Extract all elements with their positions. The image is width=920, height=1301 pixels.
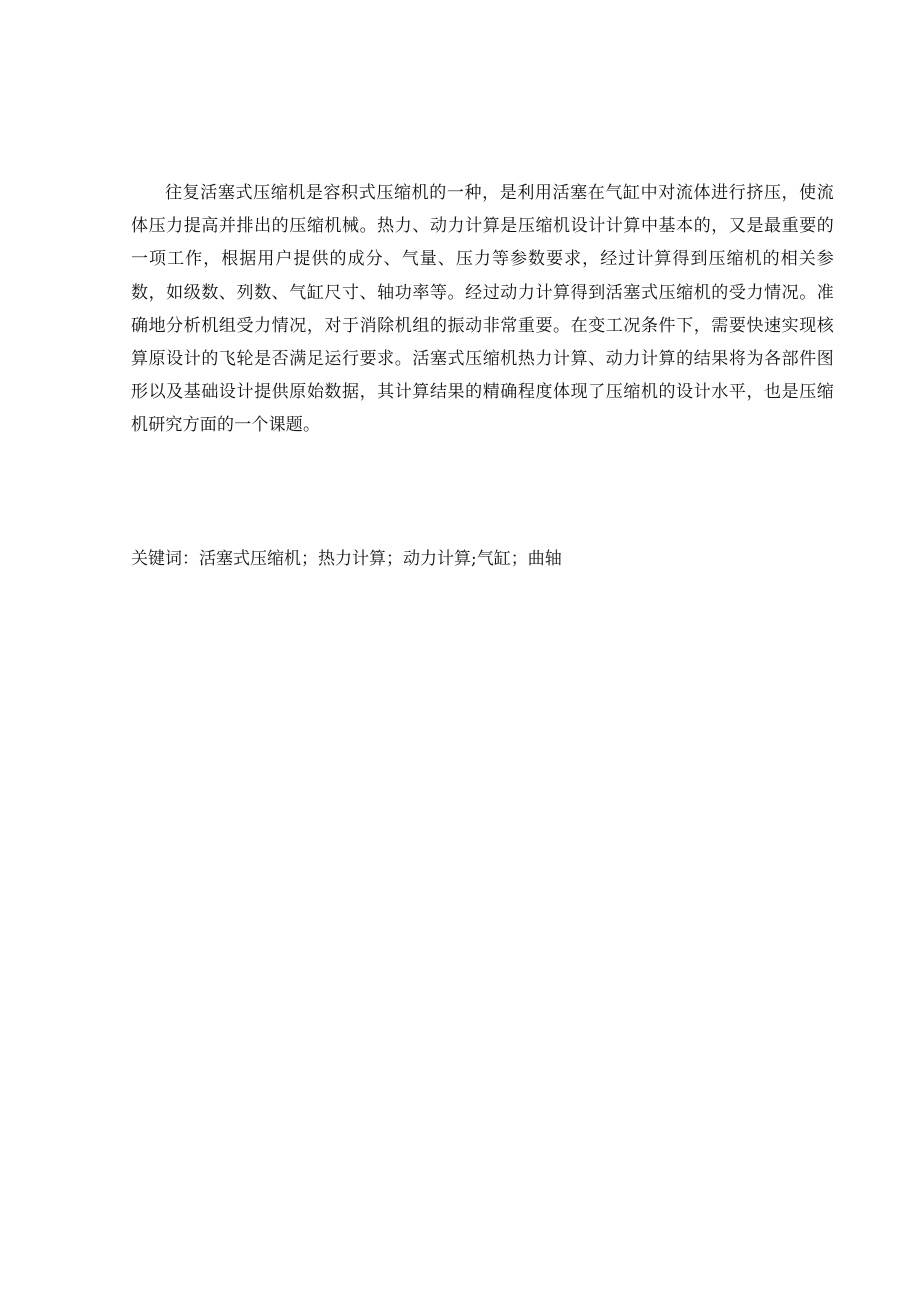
abstract-paragraph: 往复活塞式压缩机是容积式压缩机的一种，是利用活塞在气缸中对流体进行挤压，使流体压力提高并排出的压缩机械。热力、动力计算是压缩机设计计算中基本的，又是最重要的一项工作，根据用户提供的成分、气量、压力等参数要求，经过计算得到压缩机的相关参数，如级数、列数、气缸尺寸、轴功率等。经过动力计算得到活塞式压缩机的受力情况。准确地分析机组受力情况，对于消除机组的振动非常重要。在变工况条件下，需要快速实现核算原设计的飞轮是否满足运行要求。活塞式压缩机热力计算、动力计算的结果将为各部件图形以及基础设计提供原始数据，其计算结果的精确程度体现了压缩机的设计水平，也是压缩机研究方面的一个课题。 (131, 183, 834, 436)
keywords-line: 关键词：活塞式压缩机；热力计算；动力计算;气缸；曲轴 (131, 549, 562, 569)
